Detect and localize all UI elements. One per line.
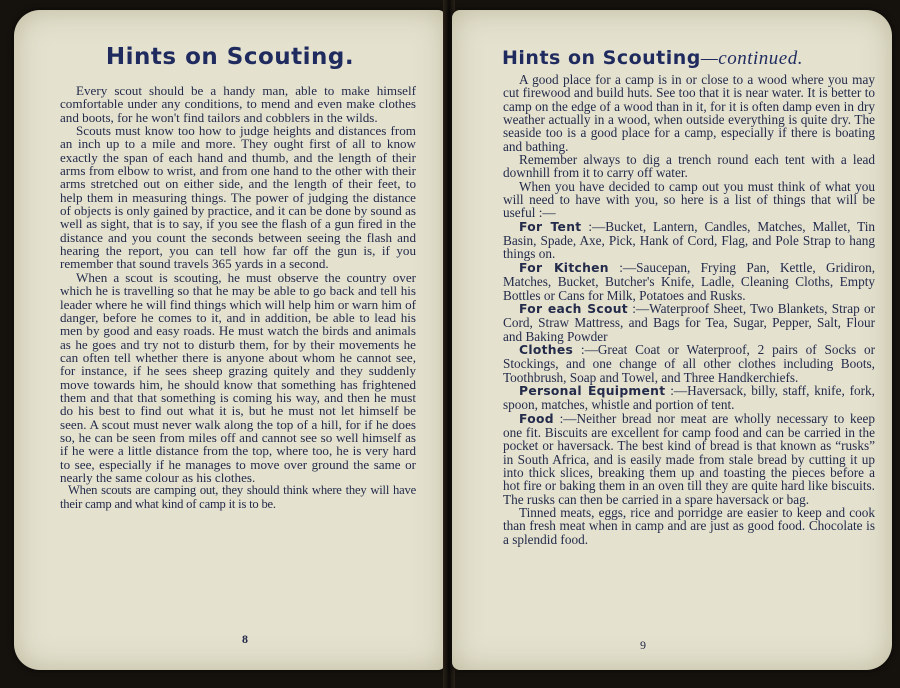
list-text: :—Bucket, Lantern, Candles, Matches, Mallet, Tin Basin, Spade, Axe, Pick, Hank of Cord, Flag, and Pole Strap to hang things on. (503, 218, 876, 262)
list-text: :—Saucepan, Frying Pan, Kettle, Gridiron, Matches, Bucket, Butcher's Knife, Ladle, Cleaning Cloths, Empty Bottles or Cans for Milk, Potatoes and Rusks. (503, 259, 876, 303)
right-paragraph-text: Tinned meats, eggs, rice and porridge are easier to keep and cook than fresh meat when in camp and are just as good food. Chocolate is a splendid food. (503, 505, 875, 547)
list-item-food (503, 412, 875, 506)
right-paragraph (503, 180, 875, 220)
list-heading: Food (519, 411, 554, 426)
list-item-kitchen (503, 261, 875, 302)
list-heading: For each Scout (519, 301, 628, 316)
left-paragraph: Every scout should be a handy man, able to make himself comfortable under any conditions, to mend and even make clothes and boots, for he won't find tailors and cobblers in the wilds. (60, 83, 416, 125)
right-page (452, 10, 892, 670)
right-paragraph (503, 506, 875, 546)
list-heading: Personal Equipment (519, 383, 666, 398)
list-heading: For Tent (519, 219, 582, 234)
list-heading: Clothes (519, 342, 574, 357)
right-page-title-continued: —continued. (700, 48, 803, 69)
list-heading: For Kitchen (519, 260, 609, 275)
right-paragraph-text: Remember always to dig a trench round each tent with a lead downhill from it to carry off water. (503, 152, 875, 181)
right-paragraph (503, 153, 875, 180)
left-page-title: Hints on Scouting. (105, 44, 355, 70)
left-page-number: 8 (242, 632, 248, 646)
left-paragraph: Scouts must know too how to judge heights and distances from an inch up to a mile and more. They ought first of all to know exactly the span of each hand and thumb, and the length of their arms from elbow to wrist, and from one hand to the other with their arms stretched out on either side, and the length of their feet, to help them in measuring things. The power of judging the distance of objects is only gained by practice, and it can be done by sound as well as sight, that is to say, if you see the flash of a gun fired in the distance and you count the seconds between seeing the flash and hearing the report, you can tell how far off the gun is, if you remember that sound travels 365 yards in a second. (60, 123, 416, 272)
right-page-body (503, 73, 875, 546)
right-page-number: 9 (640, 638, 646, 652)
right-page-title-main: Hints on Scouting (502, 47, 701, 69)
list-text: :—Waterproof Sheet, Two Blankets, Strap or Cord, Straw Mattress, and Bags for Tea, Sugar, Pepper, Salt, Flour and Baking Powder (503, 300, 875, 344)
left-paragraph: When scouts are camping out, they should think where they will have their camp and what kind of camp it is to be. (60, 483, 416, 511)
left-paragraph: When a scout is scouting, he must observe the country over which he is travelling so that he may be able to go back and tell his leader where he will find things which will help him or warn him of danger, before he comes to it, and in addition, be able to lead his men by good and easy roads. He must watch the birds and animals as he goes and try not to disturb them, for by their movements he can often tell whether there is anyone about whom he cannot see, for instance, if he sees sheep grazing quitely and they suddenly move towards him, he should know that something has frightened them and that that something is coming his way, and then he must do his best to find out what it is, but he must not let himself be seen. A scout must never walk along the top of a hill, for if he does so, he can be seen from miles off and cannot see so well himself as if he were a little distance from the top, where too, he is very hard to see, especially if he manages to move over ground the same or nearly the same colour as his clothes. (60, 269, 416, 485)
right-paragraph (503, 73, 875, 153)
right-paragraph-text: A good place for a camp is in or close to a wood where you may cut firewood and build huts. See too that it is near water. It is better to camp on the edge of a wood than in it, for it is often damp even in dry weather actually in a wood, when outside everything is quite dry. The seaside too is a good place for a camp, especially if there is boating and bathing. (503, 72, 875, 154)
left-page-body (60, 84, 416, 511)
list-item-tent (503, 220, 875, 261)
list-item-personal-equipment (503, 384, 875, 412)
list-item-clothes (503, 343, 875, 384)
right-page-title (502, 47, 803, 70)
left-page (14, 10, 446, 670)
list-text: :—Neither bread nor meat are wholly necessary to keep one fit. Biscuits are excellent for camp food and can be carried in the pocket or haversack. The best kind of bread is that known as “rusks” in South Africa, and is easily made from stale bread by cutting it up into thick slices, breaking them up and toasting the pieces before a hot fire or baking them in an oven till they are quite hard like biscuits. The rusks can then be carried in a spare haversack or bag. (503, 410, 875, 507)
list-text: :—Great Coat or Waterproof, 2 pairs of Socks or Stockings, and one change of all other clothes including Boots, Toothbrush, Soap and Towel, and Three Handkerchiefs. (503, 341, 875, 385)
right-paragraph-text: When you have decided to camp out you must think of what you will need to have with you, so here is a list of things that will be useful :— (503, 178, 875, 221)
list-text: :—Haversack, billy, staff, knife, fork, spoon, matches, whistle and portion of tent. (503, 382, 875, 413)
list-item-each-scout (503, 302, 875, 343)
